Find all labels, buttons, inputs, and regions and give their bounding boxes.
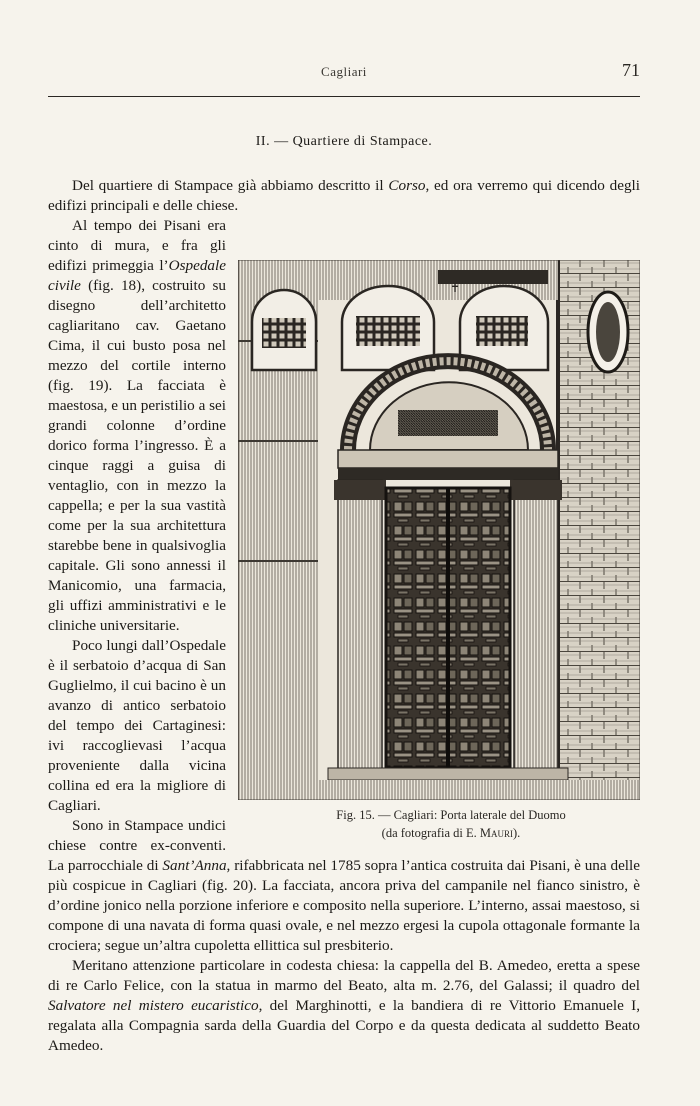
italic-term: Ospedale civile [48, 257, 226, 294]
caption-photographer: E. Mauri [466, 826, 514, 840]
italic-term: Sant’Anna [162, 857, 227, 874]
figure-caption [238, 806, 640, 842]
page-number: 71 [622, 60, 640, 80]
figure-duomo-door [238, 260, 640, 842]
text-run: Al tempo dei Pisani era cinto di mura, e fra gli edifizi primeggia l’ [48, 217, 226, 274]
italic-term: Corso [388, 177, 426, 194]
running-title: Cagliari [321, 64, 367, 79]
text-run: Del quartiere di Stampace già abbiamo descritto il [72, 177, 389, 194]
text-run: , rifabbricata nel 1785 sopra l’antica costruita dai Pisani, è una delle più cospicue in Cagliari (fig. 20). La facciata, ancora priva del campanile nel fianco sinistro, è d’ordine jonico nella porzione inferiore e composito nella superiore. L’interno, assai maestoso, si compone di una navata di forma quasi ovale, e nel mezzo ergesi la cupola ottagonale formante la crociera; segue un’altra cupoletta ellittica sul presbiterio. [48, 857, 640, 954]
text-run: Sono in Stampace undici chiese contre ex-conventi. La parrocchiale di [48, 817, 226, 874]
caption-line-2: (da fotografia di E. Mauri). [381, 826, 521, 840]
italic-term: Salvatore nel mistero eucaristico [48, 997, 259, 1014]
page-header [48, 60, 640, 90]
body-text [48, 176, 640, 1056]
caption-line-1: Fig. 15. — Cagliari: Porta laterale del Duomo [336, 808, 566, 822]
paragraph-5 [48, 956, 640, 1056]
engraving-illustration [238, 260, 640, 800]
header-rule [48, 96, 640, 97]
svg-text:✝: ✝ [450, 281, 461, 295]
text-run: , del Marghinotti, e la bandiera di re Vittorio Emanuele I, regalata alla Compagnia sarda della Guardia del Corpo e da questa dedicata al suddetto Beato Amedeo. [48, 997, 640, 1054]
text-run: (fig. 18), costruito su disegno dell’architetto cagliaritano cav. Gaetano Cima, il cui busto posa nel mezzo del cortile interno (fig. 19). La facciata è maestosa, e un peristilio a sei grandi colonne d’ordine dorico forma l’ingresso. È a cinque raggi a guisa di ventaglio, con in mezzo la cappella; e per la sua vastità come per la sua architettura starebbe bene in qualsivoglia capitale. Gli sono annessi il Manicomio, una farmacia, gli uffizi amministrativi e le cliniche universitarie. [48, 277, 226, 634]
text-run: , ed ora verremo qui dicendo degli edifizi principali e delle chiese. [48, 177, 640, 214]
paragraph-1 [48, 176, 640, 216]
text-run: Poco lungi dall’Ospedale è il serbatoio d’acqua di San Guglielmo, il cui bacino è un avanzo di antico serbatoio del tempo dei Cartaginesi: ivi raccoglievasi l’acqua proveniente dalla vicina collina ed era la migliore di Cagliari. [48, 637, 226, 814]
text-run: Meritano attenzione particolare in codesta chiesa: la cappella del B. Amedeo, eretta a spese di re Carlo Felice, con la statua in marmo del Beato, alta m. 2.76, del Galassi; il quadro del [48, 957, 640, 994]
section-title: II. — Quartiere di Stampace. [255, 134, 433, 149]
